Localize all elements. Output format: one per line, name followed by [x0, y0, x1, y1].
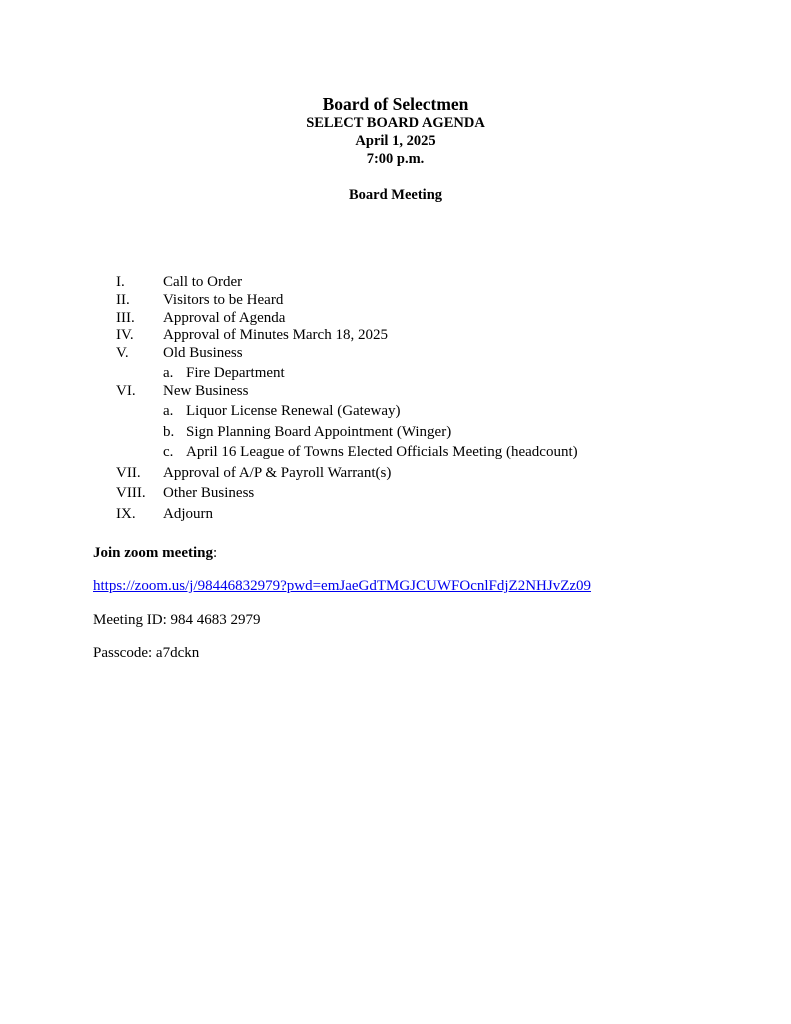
agenda-item-label: Approval of Agenda: [163, 309, 286, 326]
agenda-numeral: VI.: [116, 383, 136, 400]
zoom-meeting-id: Meeting ID: 984 4683 2979: [93, 612, 261, 628]
agenda-item-label: New Business: [163, 383, 249, 400]
agenda-subitem-letter: b.: [163, 423, 175, 440]
agenda-numeral: VIII.: [116, 485, 146, 502]
agenda-item-label: Visitors to be Heard: [163, 291, 284, 308]
agenda-numeral: I.: [116, 274, 125, 290]
agenda-numeral: V.: [116, 345, 129, 362]
agenda-item-label: Adjourn: [163, 505, 213, 522]
zoom-passcode: Passcode: a7dckn: [93, 645, 200, 661]
meeting-time: 7:00 p.m.: [366, 151, 425, 167]
zoom-meeting-link[interactable]: https://zoom.us/j/98446832979?pwd=emJaeGdTMGJCUWFOcnlFdjZ2NHJvZz09: [93, 578, 592, 594]
agenda-subitem-letter: c.: [163, 444, 174, 461]
agenda-subitem-label: Liquor License Renewal (Gateway): [186, 403, 401, 420]
meeting-type: Board Meeting: [348, 187, 443, 203]
meeting-date: April 1, 2025: [355, 133, 436, 149]
agenda-numeral: VII.: [116, 464, 141, 481]
agenda-header: [0, 94, 791, 204]
org-title: Board of Selectmen: [322, 94, 469, 114]
agenda-numeral: II.: [116, 291, 130, 308]
agenda-item-label: Approval of Minutes March 18, 2025: [163, 327, 388, 344]
agenda-item-label: Other Business: [163, 485, 255, 502]
agenda-subitem-letter: a.: [163, 403, 174, 420]
zoom-join-text: Join zoom meeting: [93, 545, 213, 561]
agenda-subitem-label: April 16 League of Towns Elected Officials Meeting (headcount): [186, 444, 578, 461]
agenda-title: SELECT BOARD AGENDA: [306, 115, 485, 131]
zoom-join-label: [93, 544, 217, 562]
agenda-item-label: Old Business: [163, 345, 243, 362]
agenda-numeral: III.: [116, 309, 135, 326]
zoom-join-colon: :: [212, 545, 218, 561]
agenda-subitem-letter: a.: [163, 364, 174, 381]
agenda-item-label: Call to Order: [163, 274, 243, 290]
header-spacer: [0, 168, 791, 186]
agenda-numeral: IX.: [116, 505, 136, 522]
agenda-item-label: Approval of A/P & Payroll Warrant(s): [163, 464, 392, 481]
agenda-subitem-label: Sign Planning Board Appointment (Winger): [186, 423, 452, 440]
agenda-subitem-label: Fire Department: [186, 364, 285, 381]
agenda-numeral: IV.: [116, 327, 134, 344]
